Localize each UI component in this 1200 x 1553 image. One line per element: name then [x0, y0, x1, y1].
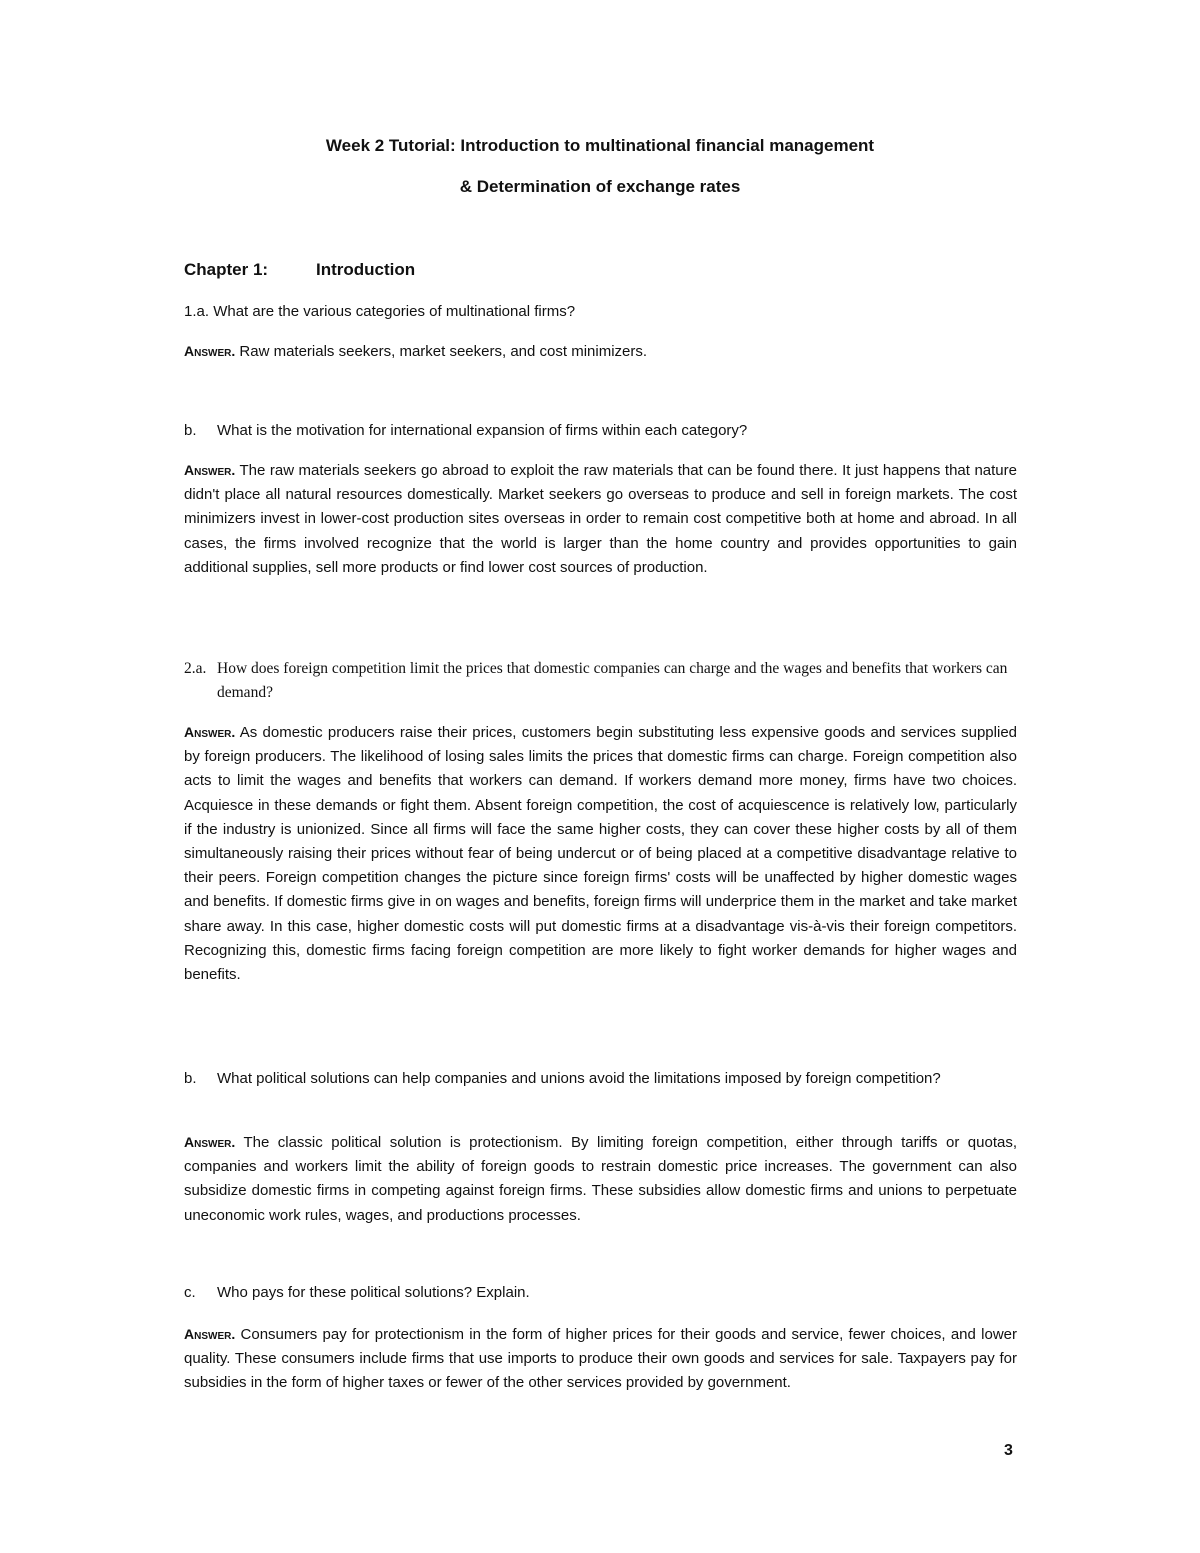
question-label: 2.a.	[184, 660, 207, 677]
answer-label: Answer.	[184, 1134, 236, 1150]
answer-label: Answer.	[184, 1326, 236, 1342]
question-text: What political solutions can help companies and unions avoid the limitations imposed by foreign competition?	[217, 1070, 941, 1087]
question-text: Who pays for these political solutions? Explain.	[217, 1284, 530, 1301]
answer-text: As domestic producers raise their prices, customers begin substituting less expensive goods and services supplied by foreign producers. The likelihood of losing sales limits the prices that domestic firms can charge. Foreign competition also acts to limit the wages and benefits that workers can demand. If workers demand more money, firms have two choices. Acquiesce in these demands or fight them. Absent foreign competition, the cost of acquiescence is relatively low, particularly if the industry is unionized. Since all firms will face the same higher costs, they can cover these higher costs by all of them simultaneously raising their prices without fear of being undercut or of being placed at a competitive disadvantage relative to their peers. Foreign competition changes the picture since foreign firms' costs will be unaffected by higher domestic wages and benefits. If domestic firms give in on wages and benefits, foreign firms will underprice them in the market and take market share away. In this case, higher domestic costs will put domestic firms at a disadvantage vis-à-vis their foreign competitors. Recognizing this, domestic firms facing foreign competition are more likely to fight worker demands for higher wages and benefits.	[184, 724, 1018, 984]
question-label: 1.a.	[184, 303, 210, 320]
answer-2b	[184, 1130, 1017, 1228]
chapter-name: Introduction	[316, 260, 416, 279]
question-label: c.	[184, 1284, 196, 1301]
document-title: Week 2 Tutorial: Introduction to multinational financial management	[325, 136, 875, 155]
chapter-heading	[184, 259, 415, 281]
answer-text: Consumers pay for protectionism in the form of higher prices for their goods and service, fewer choices, and lower quality. These consumers include firms that use imports to produce their own goods and services for sale. Taxpayers pay for subsidies in the form of higher taxes or fewer of the other services provided by government.	[184, 1326, 1017, 1392]
answer-label: Answer.	[184, 724, 236, 740]
question-1a	[184, 300, 1017, 324]
question-label: b.	[184, 1070, 197, 1087]
chapter-number: Chapter 1:	[184, 260, 269, 279]
question-2b	[184, 1067, 1017, 1091]
answer-1a	[184, 339, 1017, 364]
question-text: How does foreign competition limit the prices that domestic companies can charge and the wages and benefits that workers can demand?	[217, 660, 1008, 701]
answer-text: The classic political solution is protectionism. By limiting foreign competition, either through tariffs or quotas, companies and workers limit the ability of foreign goods to restrain domestic price increases. The government can also subsidize domestic firms in competing against foreign firms. These subsidies allow domestic firms and unions to perpetuate uneconomic work rules, wages, and productions processes.	[184, 1134, 1017, 1224]
answer-2c	[184, 1322, 1017, 1396]
page-number: 3	[1004, 1442, 1013, 1459]
document-subtitle: & Determination of exchange rates	[459, 177, 741, 196]
question-text: What is the motivation for international expansion of firms within each category?	[217, 422, 748, 439]
answer-2a	[184, 720, 1017, 987]
answer-text: Raw materials seekers, market seekers, and cost minimizers.	[239, 343, 648, 360]
question-label: b.	[184, 422, 197, 439]
question-2c	[184, 1281, 1017, 1305]
question-1b	[184, 419, 1017, 443]
answer-label: Answer.	[184, 462, 236, 478]
question-2a	[184, 657, 1017, 705]
answer-1b	[184, 458, 1017, 580]
answer-label: Answer.	[184, 343, 236, 359]
answer-text: The raw materials seekers go abroad to exploit the raw materials that can be found there. It just happens that nature didn't place all natural resources domestically. Market seekers go overseas to produce and sell in foreign markets. The cost minimizers invest in lower-cost production sites overseas in order to remain cost competitive both at home and abroad. In all cases, the firms involved recognize that the world is larger than the home country and provides opportunities to gain additional supplies, sell more products or find lower cost sources of production.	[184, 462, 1017, 576]
question-text: What are the various categories of multinational firms?	[213, 303, 576, 320]
